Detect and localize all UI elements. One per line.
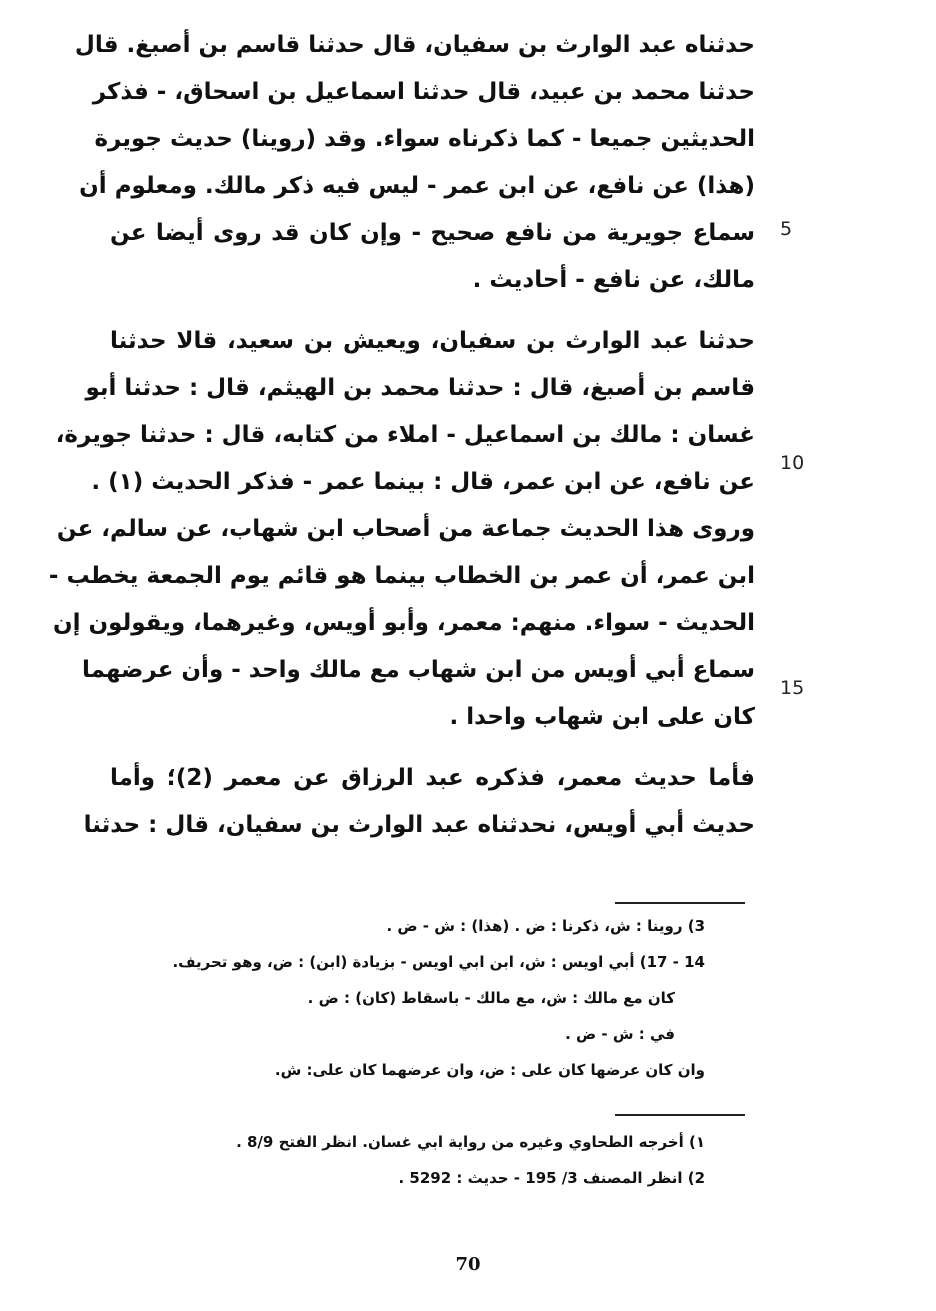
variant-note: 14 - 17) أبي اويس : ش، ابن ابي اويس - بزيادة (ابن) : ض، وهو تحريف. xyxy=(172,953,705,971)
line-number: 15 xyxy=(780,677,805,699)
text-line: مالك، عن نافع - أحاديث . xyxy=(472,267,755,293)
text-line: حديث أبي أويس، نحدثناه عبد الوارث بن سفيان، قال : حدثنا xyxy=(83,812,755,838)
variant-notes xyxy=(110,908,705,1088)
text-line: قاسم بن أصبغ، قال : حدثنا محمد بن الهيثم، قال : حدثنا أبو xyxy=(85,375,755,401)
text-line: الحديث - سواء. منهم: معمر، وأبو أويس، وغيرهما، ويقولون إن xyxy=(53,610,755,636)
page-number: 70 xyxy=(455,1254,481,1275)
footnote: 2) انظر المصنف 3/ 195 - حديث : 5292 . xyxy=(398,1169,705,1187)
main-text xyxy=(48,22,755,849)
footnotes xyxy=(110,1124,705,1196)
line-number: 5 xyxy=(780,218,793,240)
text-line: (هذا) عن نافع، عن ابن عمر - ليس فيه ذكر مالك. ومعلوم أن xyxy=(79,173,755,199)
variant-note: في : ش - ض . xyxy=(565,1025,675,1043)
text-line: عن نافع، عن ابن عمر، قال : بينما عمر - فذكر الحديث (١) . xyxy=(91,469,755,495)
footnotes-divider xyxy=(615,1114,745,1116)
text-line: فأما حديث معمر، فذكره عبد الرزاق عن معمر (2)؛ وأما xyxy=(110,765,755,791)
text-line: سماع جويرية من نافع صحيح - وإن كان قد روى أيضا عن xyxy=(110,220,755,246)
variant-note: 3) روينا : ش، ذكرنا : ض . (هذا) : ش - ض . xyxy=(386,917,705,935)
text-line: وروى هذا الحديث جماعة من أصحاب ابن شهاب، عن سالم، عن xyxy=(56,516,755,542)
text-line: حدثنا عبد الوارث بن سفيان، ويعيش بن سعيد، قالا حدثنا xyxy=(110,328,755,354)
text-line: حدثناه عبد الوارث بن سفيان، قال حدثنا قاسم بن أصبغ. قال xyxy=(74,32,755,58)
text-line: كان على ابن شهاب واحدا . xyxy=(449,704,755,730)
text-line: سماع أبي أويس من ابن شهاب مع مالك واحد - وأن عرضهما xyxy=(81,657,755,683)
text-line: ابن عمر، أن عمر بن الخطاب بينما هو قائم يوم الجمعة يخطب - xyxy=(48,563,755,589)
text-line: غسان : مالك بن اسماعيل - املاء من كتابه، قال : حدثنا جويرة، xyxy=(55,422,755,448)
text-line: حدثنا محمد بن عبيد، قال حدثنا اسماعيل بن اسحاق، - فذكر xyxy=(92,79,755,105)
variant-note: وان كان عرضها كان على : ض، وان عرضهما كان على: ش. xyxy=(274,1061,705,1079)
variant-note: كان مع مالك : ش، مع مالك - باسقاط (كان) : ض . xyxy=(307,989,675,1007)
notes-divider xyxy=(615,902,745,904)
text-line: الحديثين جميعا - كما ذكرناه سواء. وقد (روينا) حديث جويرة xyxy=(94,126,755,152)
footnote: ١) أخرجه الطحاوي وغيره من رواية ابي غسان. انظر الفتح 8/9 . xyxy=(236,1133,705,1151)
line-number: 10 xyxy=(780,452,805,474)
